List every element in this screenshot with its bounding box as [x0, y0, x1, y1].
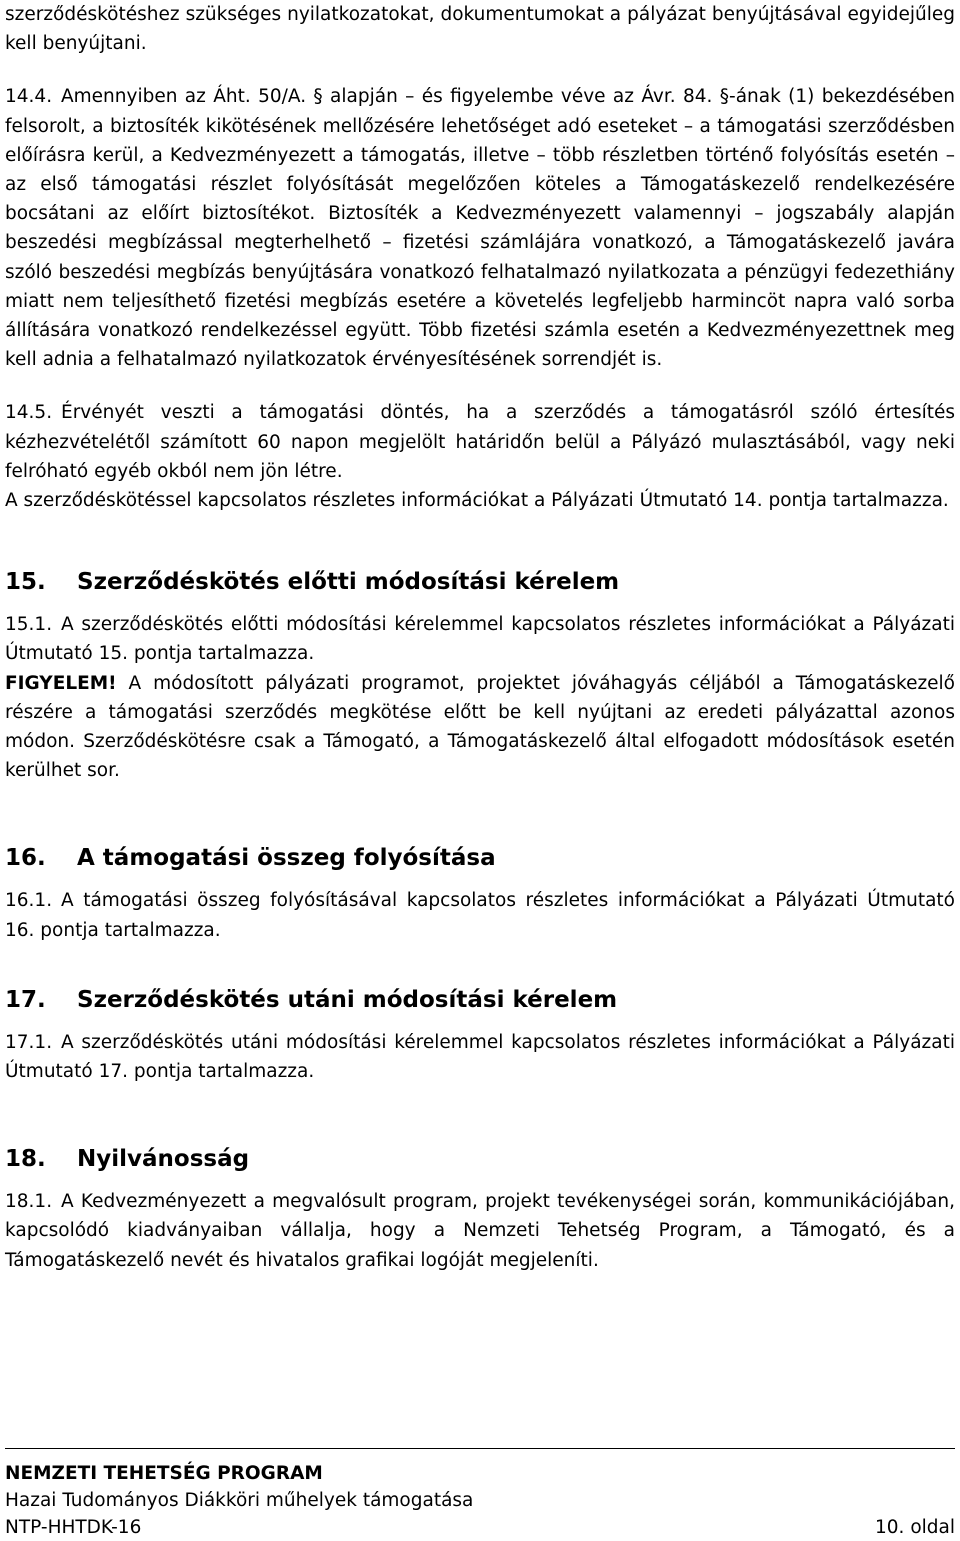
footer-bottom-row	[5, 1514, 955, 1541]
paragraph-text: Érvényét veszti a támogatási döntés, ha a szerződés a támogatásról szóló értesítés kézhezvételétől számított 60 napon megjelölt határidőn belül a Pályázó mulasztásából, vagy neki felróható egyéb okból nem jön létre.	[5, 402, 955, 482]
paragraph-14-5-extra: A szerződéskötéssel kapcsolatos részletes információkat a Pályázati Útmutató 14. pontja tartalmazza.	[5, 490, 949, 512]
paragraph-17-1	[5, 1028, 955, 1086]
paragraph-text: A Kedvezményezett a megvalósult program, projekt tevékenységei során, kommunikációjában, kapcsolódó kiadványaiban vállalja, hogy a Nemzeti Tehetség Program, a Támogató, és a Támogatáskezelő nevét és hivatalos grafikai logóját megjeleníti.	[5, 1191, 955, 1271]
paragraph-14-4	[5, 82, 955, 374]
heading-number: 17.	[5, 986, 46, 1013]
paragraph-15-1	[5, 610, 955, 668]
footer-code: NTP-HHTDK-16	[5, 1517, 142, 1538]
paragraph-14-5	[5, 398, 955, 486]
warning-text: A módosított pályázati programot, projektet jóváhagyás céljából a Támogatáskezelő részére a támogatási szerződés megkötése előtt be kell nyújtani az eredeti pályázattal azonos módon. Szerződéskötésre csak a Támogató, a Támogatáskezelő által elfogadott módosítások esetén kerülhet sor.	[5, 672, 955, 782]
paragraph-number: 17.1.	[5, 1031, 53, 1053]
heading-number: 16.	[5, 845, 46, 872]
warning-paragraph	[5, 669, 955, 786]
paragraph-18-1	[5, 1187, 955, 1275]
paragraph-number: 16.1.	[5, 890, 53, 912]
footer-program-name: NEMZETI TEHETSÉG PROGRAM	[5, 1463, 323, 1484]
document-page	[5, 0, 955, 1275]
section-heading-18	[5, 1144, 955, 1174]
heading-title: A támogatási összeg folyósítása	[77, 845, 496, 872]
paragraph-text: A szerződéskötés utáni módosítási kérelemmel kapcsolatos részletes információkat a Pályázati Útmutató 17. pontja tartalmazza.	[5, 1031, 955, 1083]
paragraph-number: 14.5.	[5, 402, 53, 424]
intro-paragraph: szerződéskötéshez szükséges nyilatkozatokat, dokumentumokat a pályázat benyújtásával egyidejűleg kell benyújtani.	[5, 4, 955, 55]
paragraph-text: A szerződéskötés előtti módosítási kérelemmel kapcsolatos részletes információkat a Pályázati Útmutató 15. pontja tartalmazza.	[5, 614, 955, 665]
section-heading-17	[5, 985, 955, 1015]
heading-number: 18.	[5, 1146, 46, 1173]
heading-title: Szerződéskötés utáni módosítási kérelem	[77, 986, 618, 1013]
paragraph-number: 14.4.	[5, 86, 53, 108]
heading-number: 15.	[5, 569, 46, 596]
page-footer	[5, 1460, 955, 1541]
paragraph-number: 15.1.	[5, 614, 53, 636]
paragraph-16-1	[5, 886, 955, 944]
paragraph-text: Amennyiben az Áht. 50/A. § alapján – és figyelembe véve az Ávr. 84. §-ának (1) bekezdésében felsorolt, a biztosíték kikötésének mellőzésére lehetőséget adó eseteket – a támogatási szerződésben előírásra kerül, a Kedvezményezett a támogatás, illetve – több részletben történő folyósítás esetén – az első támogatási részlet folyósítását megelőzően köteles a Támogatáskezelő rendelkezésére bocsátani az előírt biztosítékot. Biztosíték a Kedvezményezett valamennyi – jogszabály alapján beszedési megbízással megterhelhető – fizetési számlájára vonatkozó, a Támogatáskezelő javára szóló beszedési megbízás benyújtására vonatkozó felhatalmazó nyilatkozata a pénzügyi fedezethiány miatt nem teljesíthető fizetési megbízás esetére a követelés legfeljebb harmincöt napra való sorba állítására vonatkozó rendelkezéssel együtt. Több fizetési számla esetén a Kedvezményezettnek meg kell adnia a felhatalmazó nyilatkozatok érvényesítésének sorrendjét is.	[5, 86, 955, 371]
footer-subtitle: Hazai Tudományos Diákköri műhelyek támogatása	[5, 1490, 474, 1511]
section-heading-16	[5, 843, 955, 873]
heading-title: Szerződéskötés előtti módosítási kérelem	[77, 569, 620, 596]
paragraph-text: A támogatási összeg folyósításával kapcsolatos részletes információkat a Pályázati Útmutató 16. pontja tartalmazza.	[5, 890, 955, 941]
warning-label: FIGYELEM!	[5, 672, 117, 694]
section-heading-15	[5, 567, 955, 597]
page-number: 10. oldal	[875, 1517, 955, 1538]
paragraph-number: 18.1.	[5, 1191, 53, 1213]
heading-title: Nyilvánosság	[77, 1146, 250, 1173]
footer-divider	[5, 1448, 955, 1449]
